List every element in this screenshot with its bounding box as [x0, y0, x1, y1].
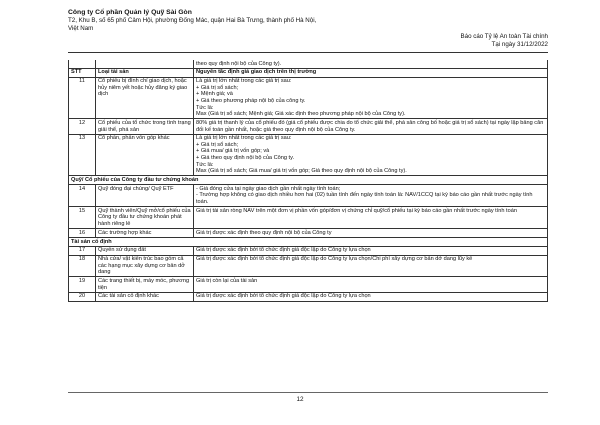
row-asset-type: Quỹ thành viên/Quỹ mở/cổ phiếu của Công ty đầu tư chứng khoán phát hành riêng lẻ	[96, 207, 194, 229]
principle-line: Giá trị được xác định theo quy định nội bộ của Công ty	[196, 229, 332, 236]
row-stt: 14	[69, 185, 96, 207]
table-row	[69, 255, 548, 277]
row-principle	[194, 185, 548, 207]
section-fund	[69, 176, 548, 185]
row-asset-type: Nhà cửa/ vật kiến trúc bao gồm cả các hạng mục xây dựng cơ bản dở dang	[96, 255, 194, 277]
principle-line: + Giá mua/ giá trị vốn góp; và	[196, 148, 270, 155]
company-name: Công ty Cổ phần Quản lý Quỹ Sài Gòn	[68, 9, 192, 16]
row-stt: 20	[69, 292, 96, 301]
principle-line: + Giá trị sổ sách;	[196, 84, 239, 91]
header-stt: STT	[69, 68, 96, 77]
table-row	[69, 77, 548, 119]
carry-over-text: theo quy định nội bộ của Công ty).	[194, 60, 548, 68]
row-stt: 12	[69, 119, 96, 134]
principle-line: 80% giá trị thanh lý của cổ phiếu đó (giá cổ phiếu được chia do tổ chức giải thể, phá sản công bố hoặc giá trị sổ sách) tại ngày lập bảng cân đối kế toán gần nhất, hoặc giá theo quy định nội bộ của Công ty.	[196, 119, 544, 133]
row-principle	[194, 229, 548, 238]
table-header-row	[69, 68, 548, 77]
page-number: 12	[296, 396, 304, 403]
principle-line: Giá trị được xác định bởi tổ chức định giá độc lập do Công ty lựa chọn/Chi phí xây dựng cơ bản dở dang lũy kế	[196, 256, 473, 263]
row-stt: 17	[69, 246, 96, 255]
row-stt: 11	[69, 77, 96, 119]
row-asset-type: Quỹ đóng đại chúng/ Quỹ ETF	[96, 185, 194, 207]
table-row	[69, 246, 548, 255]
principle-line: Giá trị được xác định bởi tổ chức định giá độc lập do Công ty lựa chọn	[196, 293, 371, 300]
section-fund-title: Quỹ/ Cổ phiếu của Công ty đầu tư chứng khoán	[69, 176, 548, 185]
row-principle	[194, 255, 548, 277]
principle-line: Max (Giá trị sổ sách; Mệnh giá; Giá xác định theo phương pháp nội bộ của Công ty).	[196, 111, 406, 118]
row-asset-type: Các trang thiết bị, máy móc, phương tiện	[96, 277, 194, 292]
valuation-table	[68, 60, 548, 302]
table-row	[69, 229, 548, 238]
principle-line: Max (Giá trị sổ sách; Giá mua/ giá trị vốn góp; Giá theo quy định nội bộ của Công ty).	[196, 168, 407, 175]
header-principle: Nguyên tắc định giá giao dịch trên thị trường	[194, 68, 548, 77]
table-row	[69, 277, 548, 292]
footer-divider	[68, 392, 548, 393]
row-principle	[194, 207, 548, 229]
principle-line: Giá trị tài sản ròng NAV trên một đơn vị phần vốn góp/đơn vị chứng chỉ quỹ/cổ phiếu tại kỳ báo cáo gần nhất trước ngày tính toán	[196, 207, 517, 214]
row-principle	[194, 119, 548, 134]
principle-line: Là giá trị lớn nhất trong các giá trị sau:	[196, 78, 292, 85]
carry-over-row	[69, 60, 548, 68]
row-principle	[194, 246, 548, 255]
principle-line: Giá trị được xác định bởi tổ chức định giá độc lập do Công ty lựa chọn	[196, 247, 371, 254]
document-header	[68, 9, 316, 33]
principle-line: + Mệnh giá; và	[196, 91, 233, 98]
row-stt: 15	[69, 207, 96, 229]
principle-line: - Giá đóng cửa tại ngày giao dịch gần nhất ngày tính toán;	[196, 185, 341, 192]
principle-line: Là giá trị lớn nhất trong các giá trị sau:	[196, 135, 292, 142]
report-meta	[461, 33, 549, 49]
row-stt: 19	[69, 277, 96, 292]
row-principle	[194, 77, 548, 119]
principle-line: Tức là:	[196, 104, 214, 111]
section-fixed-assets-title: Tài sản cố định	[69, 237, 548, 246]
principle-line: + Giá theo quy định nội bộ của Công ty.	[196, 155, 295, 162]
company-address-country: Việt Nam	[68, 25, 94, 32]
principle-line: + Giá trị sổ sách;	[196, 141, 239, 148]
table-row	[69, 185, 548, 207]
row-asset-type: Cổ phần, phần vốn góp khác	[96, 134, 194, 176]
table-row	[69, 119, 548, 134]
row-stt: 13	[69, 134, 96, 176]
row-asset-type: Cổ phiếu của tổ chức trong tình trạng giải thể, phá sản	[96, 119, 194, 134]
principle-line: - Trường hợp không có giao dịch nhiều hơn hai (02) tuần tính đến ngày tính toán là: NAV/1CCQ tại kỳ báo cáo gần nhất trước ngày tính toán.	[196, 192, 533, 205]
row-asset-type: Cổ phiếu bị đình chỉ giao dịch, hoặc hủy niêm yết hoặc hủy đăng ký giao dịch	[96, 77, 194, 119]
row-principle	[194, 292, 548, 301]
row-stt: 16	[69, 229, 96, 238]
header-divider	[68, 52, 548, 53]
principle-line: + Giá theo phương pháp nội bộ của công ty.	[196, 97, 306, 104]
table-row	[69, 207, 548, 229]
section-fixed-assets	[69, 237, 548, 246]
report-title: Báo cáo Tỷ lệ An toàn Tài chính	[460, 33, 548, 40]
principle-line: Giá trị còn lại của tài sản	[196, 278, 258, 285]
principle-line: Tức là:	[196, 161, 214, 168]
report-date: Tại ngày 31/12/2022	[491, 41, 548, 48]
table-row	[69, 134, 548, 176]
row-principle	[194, 277, 548, 292]
row-asset-type: Các tài sản cố định khác	[96, 292, 194, 301]
row-asset-type: Quyền sử dụng đất	[96, 246, 194, 255]
row-principle	[194, 134, 548, 176]
table-row	[69, 292, 548, 301]
company-address: T2, Khu B, số 65 phố Cảm Hội, phường Đống Mác, quận Hai Bà Trưng, thành phố Hà Nội,	[68, 17, 317, 24]
header-asset-type: Loại tài sản	[96, 68, 194, 77]
row-asset-type: Các trường hợp khác	[96, 229, 194, 238]
row-stt: 18	[69, 255, 96, 277]
